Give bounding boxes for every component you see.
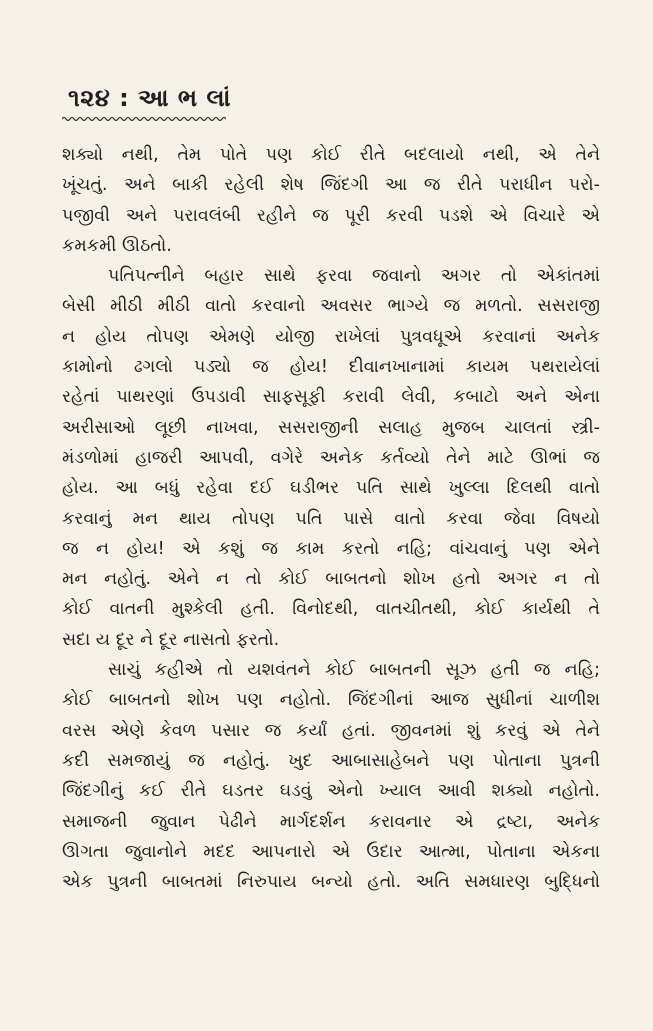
text-line: ખૂંચતું. અને બાકી રહેલી શેષ જિંદગી આ જ રીતે પરાધીન પરો- — [62, 175, 600, 196]
text-line: કમકમી ઊઠતો. — [62, 235, 172, 256]
text-line: જ ન હોય! એ કશું જ કામ કરતો નહિ; વાંચવાનું પણ એને — [62, 538, 600, 559]
text-line: અરીસાઓ લૂછી નાખવા, સસરાજીની સલાહ મુજબ ચાલતાં સ્ત્રી- — [62, 417, 600, 438]
text-line: પતિપત્નીને બહાર સાથે ફરવા જવાનો અગર તો એકાંતમાં — [108, 266, 600, 287]
running-head: ૧૨૪ : આ ભ લાં — [68, 84, 231, 112]
text-line: સદા ય દૂર ને દૂર નાસતો ફરતો. — [62, 629, 280, 650]
paragraph-1 — [62, 140, 600, 261]
text-line: રહેતાં પાથરણાં ઉપડાવી સાફસૂફી કરાવી લેવી, કબાટો અને એના — [62, 387, 600, 408]
text-line: વરસ એણે કેવળ પસાર જ કર્યાં હતાં. જીવનમાં શું કરવું એ તેને — [62, 720, 600, 741]
text-line: ઊગતા જુવાનોને મદદ આપનારો એ ઉદાર આત્મા, પોતાના એકના — [62, 841, 600, 862]
text-line: બેસી મીઠી મીઠી વાતો કરવાનો અવસર ભાગ્યે જ મળતો. સસરાજી — [62, 296, 600, 317]
text-line: કદી સમજાયું જ નહોતું. ખુદ આબાસાહેબને પણ પોતાના પુત્રની — [62, 750, 600, 771]
text-line: હોય. આ બધું રહેવા દઈ ઘડીભર પતિ સાથે ખુલ્લા દિલથી વાતો — [62, 478, 600, 499]
text-line: જિંદગીનું કઈ રીતે ઘડતર ઘડવું એનો ખ્યાલ આવી શક્યો નહોતો. — [62, 781, 600, 802]
text-line: સાચું કહીએ તો યશવંતને કોઈ બાબતની સૂઝ હતી જ નહિ; — [108, 660, 600, 681]
text-line: સમાજની જુવાન પેઢીને માર્ગદર્શન કરાવનાર એ દ્રષ્ટા, અનેક — [62, 811, 600, 832]
paragraph-3 — [62, 655, 600, 897]
running-head-rule — [62, 116, 226, 122]
text-line: શક્યો નથી, તેમ પોતે પણ કોઈ રીતે બદલાયો નથી, એ તેને — [62, 145, 600, 165]
text-line: મંડળોમાં હાજરી આપવી, વગેરે અનેક કર્તવ્યો તેને માટે ઊભાં જ — [62, 447, 600, 468]
text-line: કરવાનું મન થાય તોપણ પતિ પાસે વાતો કરવા જેવા વિષયો — [62, 508, 600, 529]
text-line: ન હોય તોપણ એમણે યોજી રાખેલાં પુત્રવધૂએ કરવાનાં અનેક — [62, 326, 600, 347]
text-line: કામોનો ઢગલો પડ્યો જ હોય! દીવાનખાનામાં કાયમ પથરાયેલાં — [62, 357, 600, 378]
text-line: એક પુત્રની બાબતમાં નિરુપાય બન્યો હતો. અતિ સમધારણ બુદ્ધિનો — [62, 872, 600, 893]
text-line: પજીવી અને પરાવલંબી રહીને જ પૂરી કરવી પડશે એ વિચારે એ — [62, 205, 600, 226]
text-line: કોઈ વાતની મુશ્કેલી હતી. વિનોદથી, વાતચીતથી, કોઈ કાર્યથી તે — [62, 599, 600, 620]
text-line: મન નહોતું. એને ન તો કોઈ બાબતનો શોખ હતો અગર ન તો — [62, 569, 600, 590]
body-text — [62, 140, 600, 897]
paragraph-2 — [62, 261, 600, 655]
text-line: કોઈ બાબતનો શોખ પણ નહોતો. જિંદગીનાં આજ સુધીનાં ચાળીશ — [62, 690, 600, 711]
